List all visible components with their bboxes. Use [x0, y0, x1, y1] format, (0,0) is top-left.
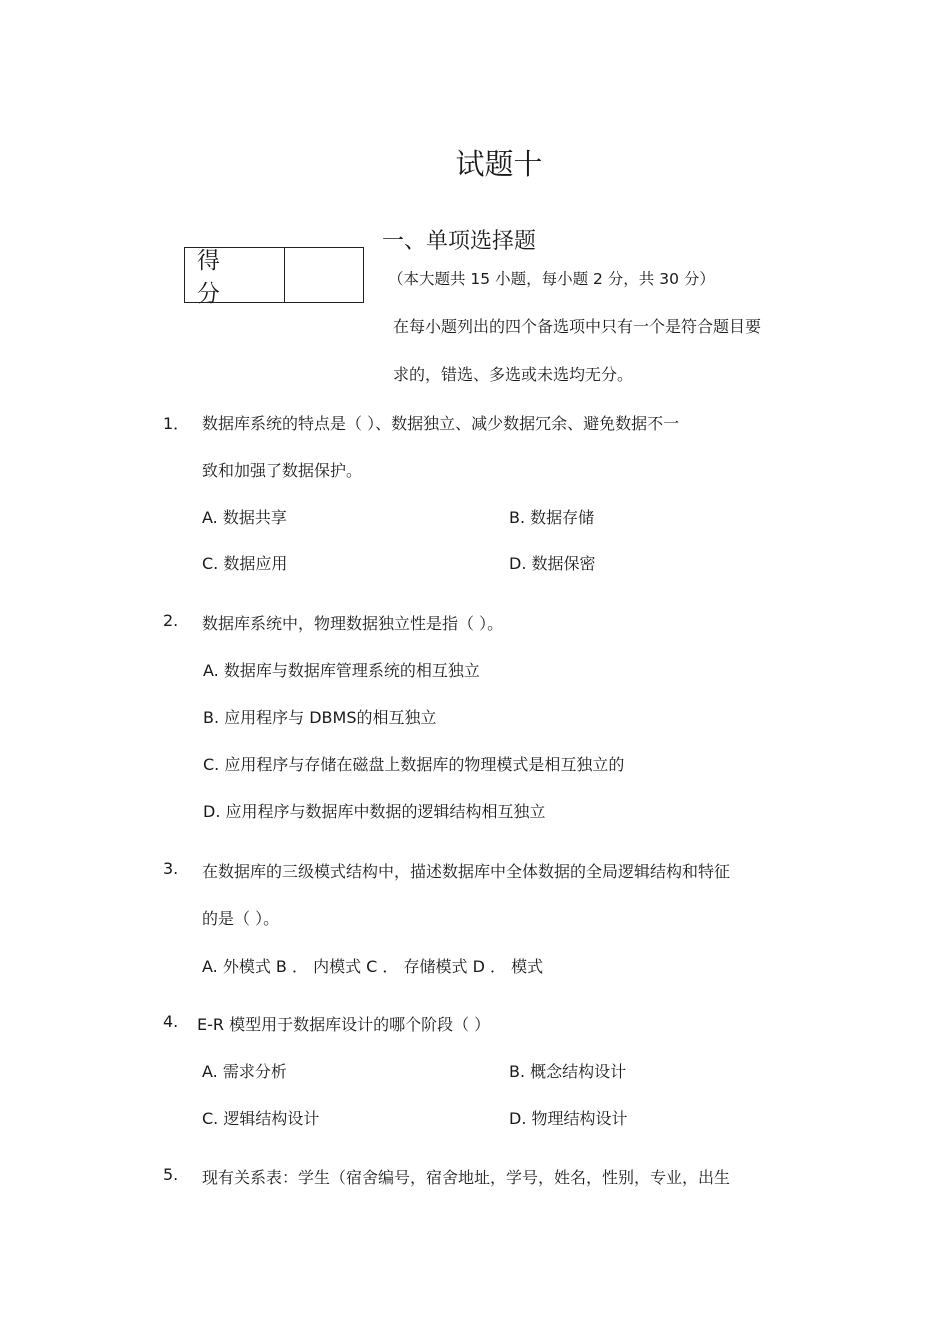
option-a: A. 数据共享: [202, 508, 287, 527]
option-d: D. 物理结构设计: [509, 1109, 628, 1128]
option-c: C. 应用程序与存储在磁盘上数据库的物理模式是相互独立的: [203, 755, 625, 774]
score-box: [184, 247, 364, 307]
page-title: 试题十: [455, 147, 543, 181]
score-label: 得 分: [185, 248, 285, 302]
question-text: 在数据库的三级模式结构中，描述数据库中全体数据的全局逻辑结构和特征: [202, 862, 731, 881]
option-c: C. 数据应用: [202, 554, 288, 573]
option-d: D. 数据保密: [509, 554, 596, 573]
question-text: 数据库系统的特点是（ ）、数据独立、减少数据冗余、避免数据不一: [202, 414, 680, 433]
score-value-cell: [285, 248, 363, 302]
instruction-line-2: 求的，错选、多选或未选均无分。: [393, 365, 634, 384]
option-b: B. 概念结构设计: [509, 1062, 627, 1081]
question-number: 2.: [163, 611, 179, 630]
section-heading: 一、单项选择题: [382, 229, 537, 254]
option-d: D. 应用程序与数据库中数据的逻辑结构相互独立: [203, 802, 546, 821]
question-text: 致和加强了数据保护。: [202, 461, 363, 480]
instruction-line-1: 在每小题列出的四个备选项中只有一个是符合题目要: [393, 317, 762, 336]
question-text: 数据库系统中，物理数据独立性是指（ ）。: [202, 614, 504, 633]
question-text: 现有关系表：学生（宿舍编号，宿舍地址，学号，姓名，性别，专业，出生: [202, 1168, 731, 1187]
question-number: 5.: [163, 1165, 179, 1184]
question-number: 3.: [163, 859, 179, 878]
option-b: B. 数据存储: [509, 508, 595, 527]
option-a: A. 数据库与数据库管理系统的相互独立: [203, 661, 480, 680]
options-inline: A. 外模式 B ． 内模式 C ． 存储模式 D ． 模式: [202, 957, 544, 976]
option-c: C. 逻辑结构设计: [202, 1109, 320, 1128]
option-a: A. 需求分析: [202, 1062, 287, 1081]
section-note: （本大题共 15 小题，每小题 2 分，共 30 分）: [388, 270, 715, 288]
question-number: 1．: [163, 414, 190, 433]
option-b: B. 应用程序与 DBMS的相互独立: [203, 708, 437, 727]
question-text: 的是（ ）。: [202, 909, 280, 928]
question-number: 4.: [163, 1012, 179, 1031]
question-text: E-R 模型用于数据库设计的哪个阶段（ ）: [197, 1015, 491, 1034]
